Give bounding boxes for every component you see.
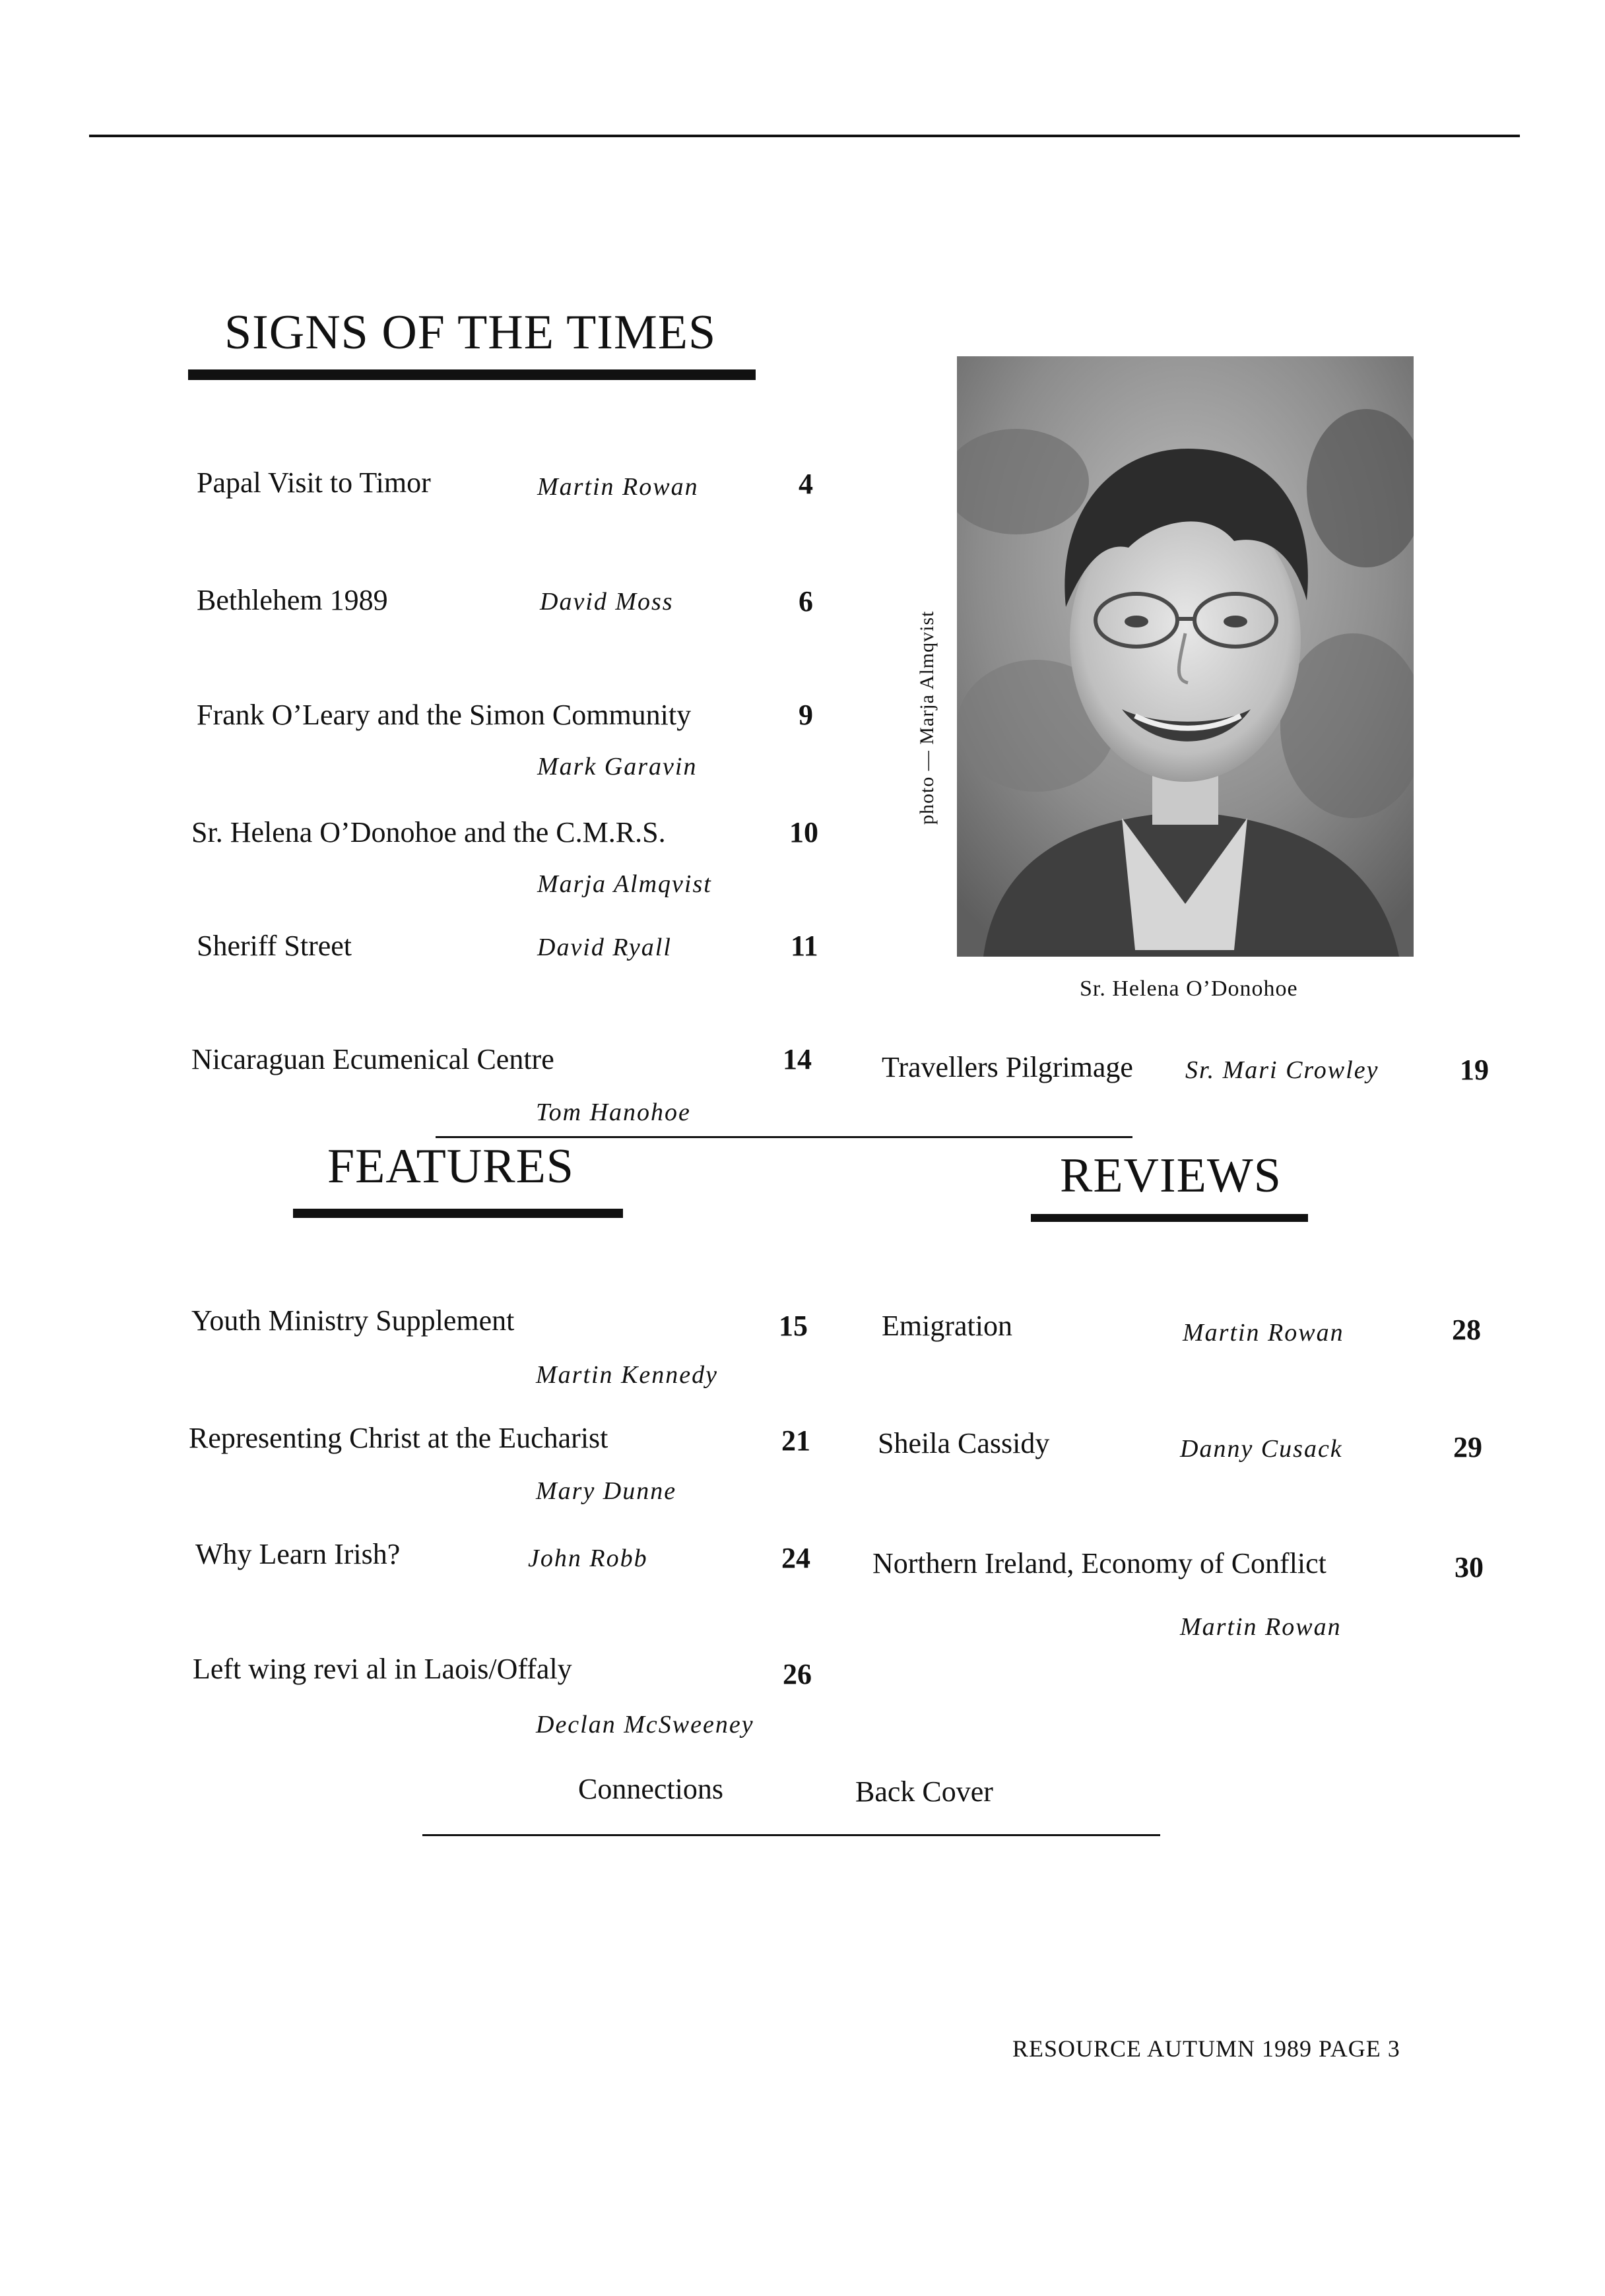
article-page-number: 19	[1460, 1054, 1489, 1086]
article-author: Marja Almqvist	[537, 870, 712, 898]
article-page-number: 21	[781, 1424, 810, 1457]
connections-page: Back Cover	[855, 1775, 993, 1808]
article-page-number: 4	[799, 468, 813, 500]
section-heading-reviews: REVIEWS	[1060, 1149, 1282, 1203]
article-title: Sheriff Street	[197, 930, 352, 962]
article-author: Martin Rowan	[537, 473, 699, 501]
photo-credit: photo — Marja Almqvist	[916, 610, 938, 825]
article-title: Travellers Pilgrimage	[882, 1051, 1133, 1083]
article-author: Declan McSweeney	[536, 1711, 754, 1738]
article-author: John Robb	[528, 1545, 648, 1572]
section-heading-features: FEATURES	[327, 1139, 574, 1194]
article-title: Sheila Cassidy	[878, 1427, 1050, 1459]
connections-title: Connections	[578, 1773, 723, 1805]
article-page-number: 28	[1452, 1314, 1481, 1346]
bottom-rule	[422, 1834, 1160, 1836]
page-footer: RESOURCE AUTUMN 1989 PAGE 3	[1012, 2035, 1400, 2062]
article-author: David Moss	[540, 588, 674, 616]
portrait-image	[957, 356, 1414, 957]
article-title: Representing Christ at the Eucharist	[189, 1422, 608, 1454]
middle-rule	[436, 1136, 1132, 1138]
article-author: Sr. Mari Crowley	[1185, 1056, 1379, 1084]
article-title: Frank O’Leary and the Simon Community	[197, 699, 692, 731]
article-title: Nicaraguan Ecumenical Centre	[191, 1043, 554, 1075]
article-page-number: 9	[799, 699, 813, 731]
article-page-number: 6	[799, 585, 813, 618]
article-page-number: 24	[781, 1542, 810, 1574]
article-author: Martin Kennedy	[536, 1361, 719, 1389]
article-author: Tom Hanohoe	[536, 1099, 691, 1126]
article-page-number: 26	[783, 1658, 812, 1690]
photo-caption: Sr. Helena O’Donohoe	[1080, 976, 1298, 1001]
article-title: Youth Ministry Supplement	[191, 1304, 515, 1337]
article-title: Northern Ireland, Economy of Conflict	[872, 1547, 1327, 1579]
article-author: Mark Garavin	[537, 753, 698, 781]
article-page-number: 14	[783, 1043, 812, 1075]
article-page-number: 10	[789, 816, 818, 848]
article-title: Sr. Helena O’Donohoe and the C.M.R.S.	[191, 816, 666, 848]
signs-heading-underline	[188, 369, 756, 380]
article-author: Danny Cusack	[1180, 1435, 1343, 1463]
reviews-heading-underline	[1031, 1214, 1308, 1222]
section-heading-signs-of-the-times: SIGNS OF THE TIMES	[224, 305, 717, 360]
article-page-number: 15	[779, 1310, 808, 1342]
article-title: Bethlehem 1989	[197, 584, 388, 616]
article-page-number: 29	[1453, 1431, 1482, 1463]
article-author: Martin Rowan	[1183, 1319, 1344, 1347]
article-page-number: 30	[1455, 1551, 1484, 1583]
article-title: Left wing revi al in Laois/Offaly	[193, 1653, 572, 1685]
article-title: Papal Visit to Timor	[197, 466, 431, 499]
article-author: Martin Rowan	[1180, 1613, 1342, 1641]
article-author: Mary Dunne	[536, 1477, 677, 1505]
article-title: Emigration	[882, 1310, 1012, 1342]
article-title: Why Learn Irish?	[195, 1538, 401, 1570]
top-rule	[89, 135, 1520, 137]
article-page-number: 11	[791, 930, 818, 962]
portrait-photo	[957, 356, 1414, 957]
article-author: David Ryall	[537, 934, 672, 961]
features-heading-underline	[293, 1209, 623, 1218]
